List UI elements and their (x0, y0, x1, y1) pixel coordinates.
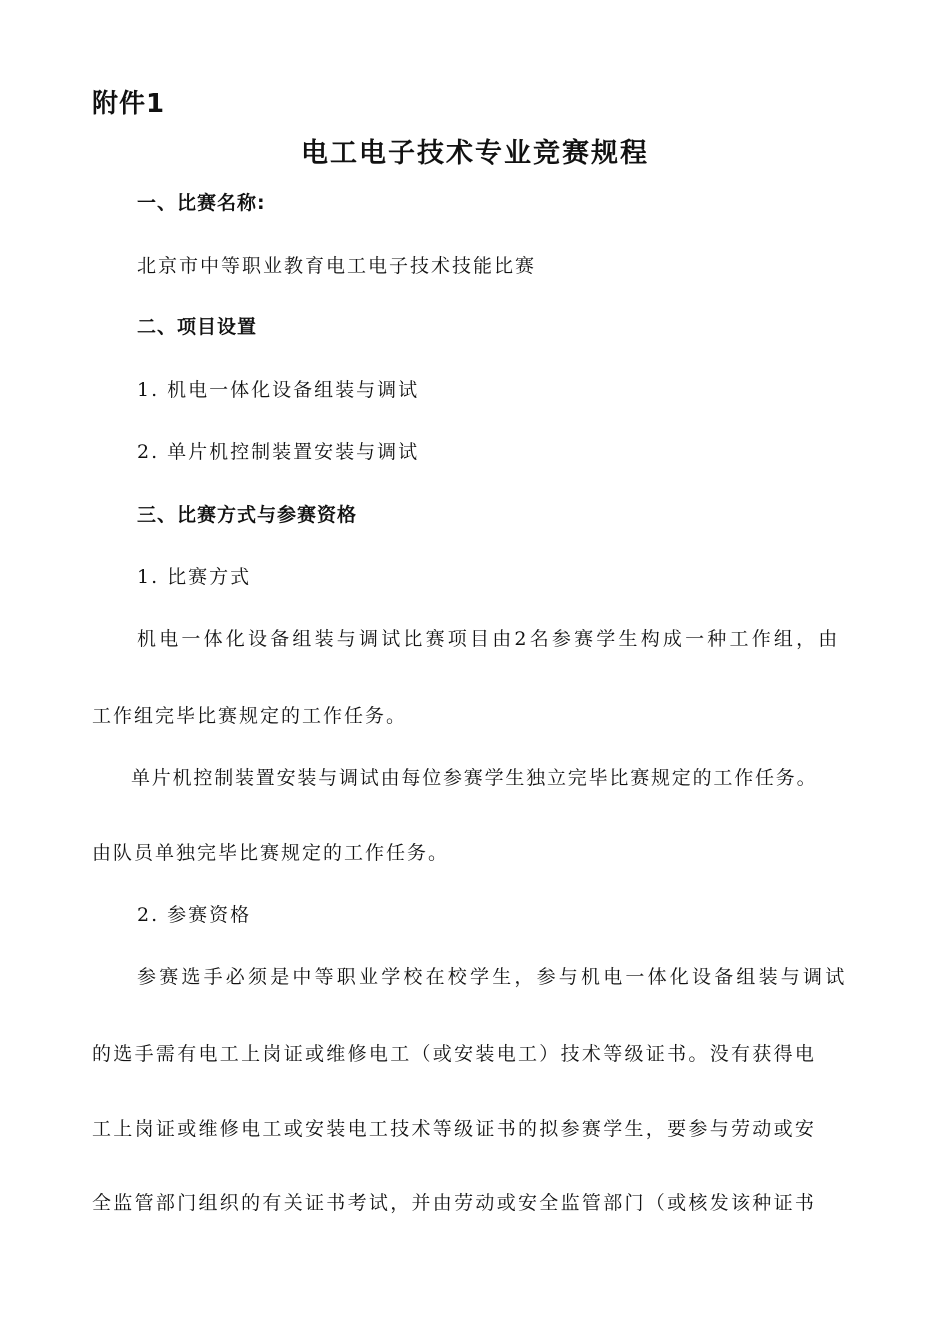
section-heading-1: 一、比赛名称: (137, 192, 266, 214)
subsection-title-eligibility: 2. 参赛资格 (137, 904, 252, 926)
paragraph-line: 单片机控制装置安装与调试由每位参赛学生独立完毕比赛规定的工作任务。 (131, 767, 818, 789)
project-item-2: 2. 单片机控制装置安装与调试 (137, 441, 420, 463)
document-title: 电工电子技术专业竞赛规程 (301, 138, 649, 169)
paragraph-line: 全监管部门组织的有关证书考试，并由劳动或安全监管部门（或核发该种证书 (92, 1192, 817, 1214)
section-heading-2: 二、项目设置 (137, 316, 258, 338)
project-item-1: 1. 机电一体化设备组装与调试 (137, 379, 420, 401)
paragraph-line: 由队员单独完毕比赛规定的工作任务。 (92, 842, 450, 864)
section-heading-3: 三、比赛方式与参赛资格 (137, 504, 358, 526)
paragraph-line: 工上岗证或维修电工或安装电工技术等级证书的拟参赛学生，要参与劳动或安 (92, 1118, 817, 1140)
paragraph-line: 机电一体化设备组装与调试比赛项目由2名参赛学生构成一种工作组，由 (137, 628, 841, 650)
paragraph-line: 参赛选手必须是中等职业学校在校学生，参与机电一体化设备组装与调试 (137, 966, 848, 988)
attachment-label: 附件1 (92, 89, 166, 119)
paragraph-line: 工作组完毕比赛规定的工作任务。 (92, 705, 408, 727)
subsection-title-competition-mode: 1. 比赛方式 (137, 566, 252, 588)
competition-name: 北京市中等职业教育电工电子技术技能比赛 (137, 255, 537, 277)
paragraph-line: 的选手需有电工上岗证或维修电工（或安装电工）技术等级证书。没有获得电 (92, 1043, 817, 1065)
